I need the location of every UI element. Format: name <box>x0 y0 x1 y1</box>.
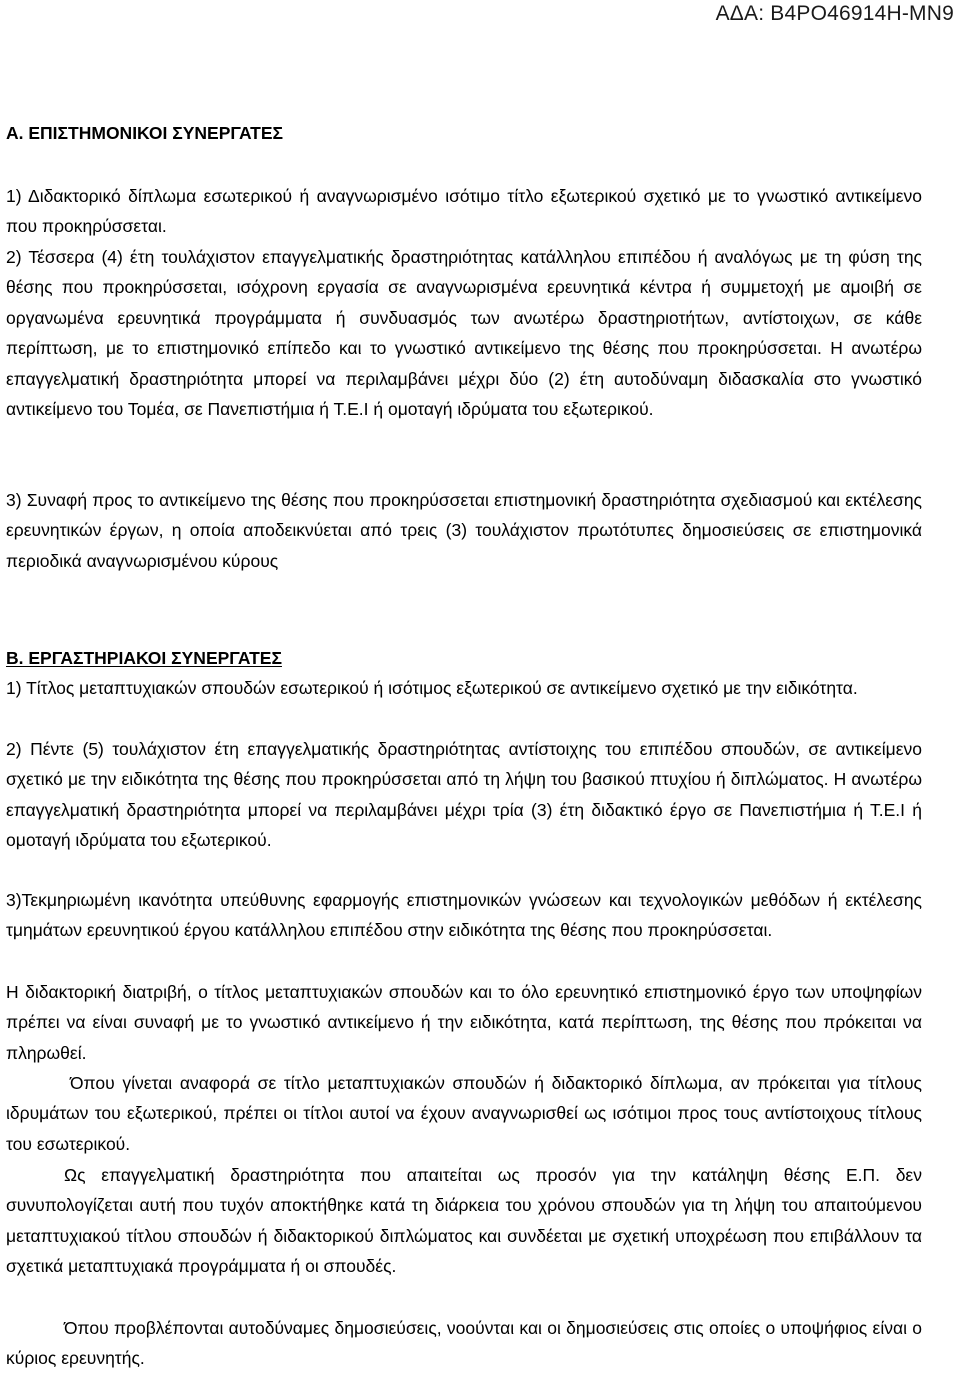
section-a-item-1: 1) Διδακτορικό δίπλωμα εσωτερικού ή αναγνωρισμένο ισότιμο τίτλο εξωτερικού σχετικό με το γνωστικό αντικείμενο που προκηρύσσεται. <box>6 186 922 237</box>
section-b-paragraph-foreign-titles: Όπου γίνεται αναφορά σε τίτλο μεταπτυχιακών σπουδών ή διδακτορικό δίπλωμα, αν πρόκειται για τίτλους ιδρυμάτων του εξωτερικού, πρέπει οι τίτλοι αυτοί να έχουν αναγνωρισθεί ως ισότιμοι προς τους αντίστοιχους τίτλους του εσωτερικού. <box>6 1073 922 1154</box>
section-b-item-2: 2) Πέντε (5) τουλάχιστον έτη επαγγελματικής δραστηριότητας αντίστοιχης του επιπέδου σπουδών, σε αντικείμενο σχετικό με την ειδικότητα της θέσης που προκηρύσσεται από τη λήψη του βασικού πτυχίου ή διπλώματος. Η ανωτέρω επαγγελματική δραστηριότητα μπορεί να περιλαμβάνει μέχρι τρία (3) έτη διδακτικό έργο σε Πανεπιστήμια ή Τ.Ε.Ι ή ομοταγή ιδρύματα του εξωτερικού. <box>6 739 922 851</box>
section-b-item-1: 1) Τίτλος μεταπτυχιακών σπουδών εσωτερικού ή ισότιμος εξωτερικού σε αντικείμενο σχετικό με την ειδικότητα. <box>6 678 858 698</box>
section-b-item-3: 3)Τεκμηριωμένη ικανότητα υπεύθυνης εφαρμογής επιστημονικών γνώσεων και τεχνολογικών μεθόδων ή εκτέλεσης τμημάτων ερευνητικού έργου κατάλληλου επιπέδου στην ειδικότητα της θέσης που προκηρύσσεται. <box>6 890 922 941</box>
section-b-heading: Β. ΕΡΓΑΣΤΗΡΙΑΚΟΙ ΣΥΝΕΡΓΑΤΕΣ <box>6 648 282 668</box>
ada-code: ΑΔΑ: Β4ΡΟ46914Η-ΜΝ9 <box>715 2 954 25</box>
section-b-paragraph-dissertation: Η διδακτορική διατριβή, ο τίτλος μεταπτυχιακών σπουδών και το όλο ερευνητικό επιστημονικό έργο των υποψηφίων πρέπει να είναι συναφή με το γνωστικό αντικείμενο ή την ειδικότητα, κατά περίπτωση, της θέσης που πρόκειται να πληρωθεί. <box>6 982 922 1063</box>
section-a-heading: Α. ΕΠΙΣΤΗΜΟΝΙΚΟΙ ΣΥΝΕΡΓΑΤΕΣ <box>6 123 284 143</box>
section-a-item-3: 3) Συναφή προς το αντικείμενο της θέσης που προκηρύσσεται επιστημονική δραστηριότητα σχεδιασμού και εκτέλεσης ερευνητικών έργων, η οποία αποδεικνύεται από τρεις (3) τουλάχιστον πρωτότυπες δημοσιεύσεις σε επιστημονικά περιοδικά αναγνωρισμένου κύρους <box>6 490 922 571</box>
section-b-paragraph-publications: Όπου προβλέπονται αυτοδύναμες δημοσιεύσεις, νοούνται και οι δημοσιεύσεις στις οποίες ο υποψήφιος είναι ο κύριος ερευνητής. <box>6 1318 922 1369</box>
section-a-item-2: 2) Τέσσερα (4) έτη τουλάχιστον επαγγελματικής δραστηριότητας κατάλληλου επιπέδου ή αναλόγως με τη φύση της θέσης που προκηρύσσεται, ισόχρονη εργασία σε αναγνωρισμένα ερευνητικά κέντρα ή συμμετοχή με αμοιβή σε οργανωμένα ερευνητικά προγράμματα ή συνδυασμός των ανωτέρω δραστηριοτήτων, αντίστοιχων, σε κάθε περίπτωση, με το επιστημονικό επίπεδο και το γνωστικό αντικείμενο της θέσης που προκηρύσσεται. Η ανωτέρω επαγγελματική δραστηριότητα μπορεί να περιλαμβάνει μέχρι δύο (2) έτη αυτοδύναμη διδασκαλία στο γνωστικό αντικείμενο του Τομέα, σε Πανεπιστήμια ή Τ.Ε.Ι ή ομοταγή ιδρύματα του εξωτερικού. <box>6 247 922 420</box>
section-b-paragraph-professional-activity: Ως επαγγελματική δραστηριότητα που απαιτείται ως προσόν για την κατάληψη θέσης Ε.Π. δεν συνυπολογίζεται αυτή που τυχόν αποκτήθηκε κατά τη διάρκεια του χρόνου σπουδών για τη λήψη του απαιτούμενου μεταπτυχιακού τίτλου σπουδών ή διδακτορικού διπλώματος και συνδέεται με σχετική υποχρέωση που επιβάλλουν τα σχετικά μεταπτυχιακά προγράμματα ή οι σπουδές. <box>6 1165 922 1277</box>
